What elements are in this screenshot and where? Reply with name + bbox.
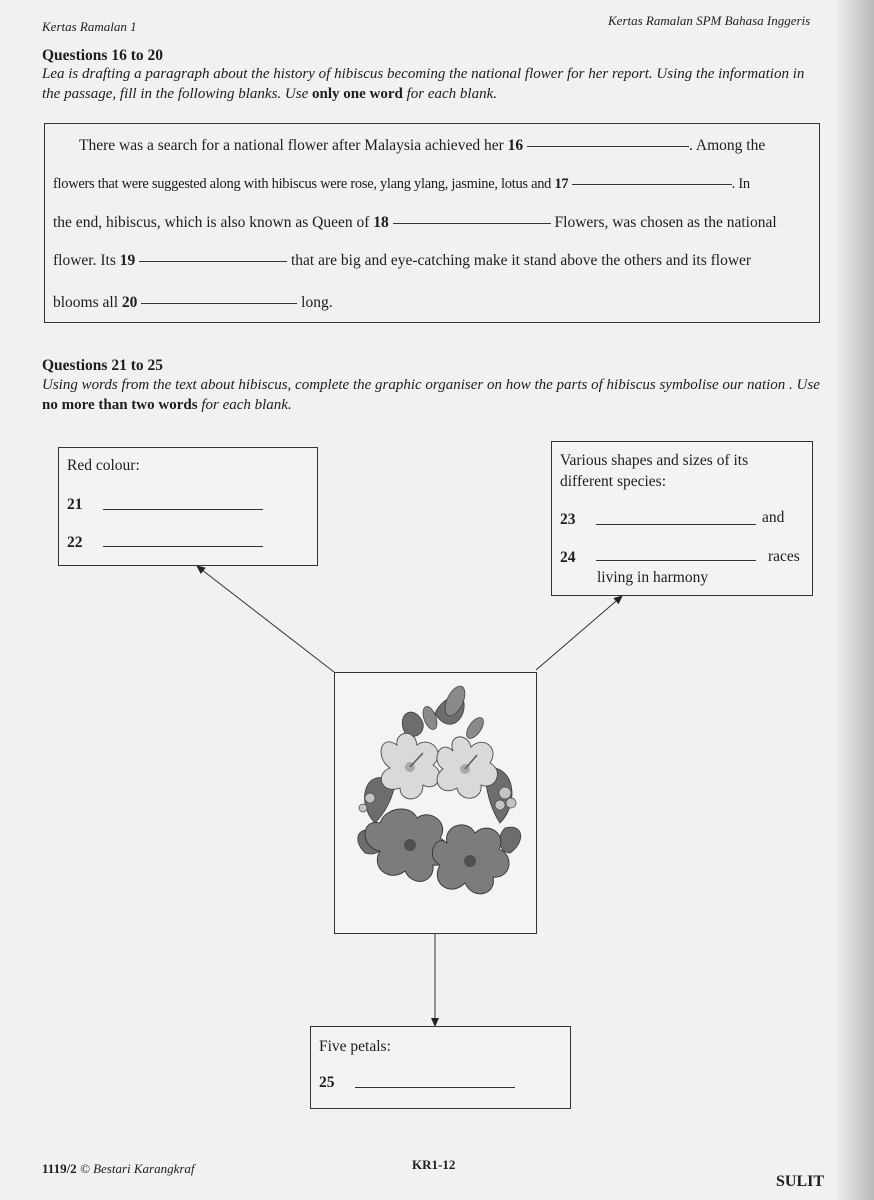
footer-left [42,1161,195,1177]
arrow-to-shapes-box [536,596,622,670]
paragraph-text: blooms all [53,294,119,311]
question-number-25: 25 [319,1074,335,1091]
five-petals-label: Five petals: [319,1038,391,1055]
paragraph-text: There was a search for a national flower after Malaysia achieved her [79,137,504,154]
header-right: Kertas Ramalan SPM Bahasa Inggeris [608,13,811,28]
shapes-sizes-box [551,441,813,596]
red-colour-box [58,447,318,566]
paragraph-text: Flowers, was chosen as the national [554,214,777,231]
question-number-22: 22 [67,534,83,551]
section1-instruction-text: Lea is drafting a paragraph about the history of hibiscus becoming the national flower for her report. Using the information in the passage, fill in the following blanks. Use [42,66,805,102]
five-petals-box [310,1026,571,1109]
arrow-to-red-box [197,566,334,672]
paragraph-text: long. [301,294,333,311]
hibiscus-illustration [335,673,536,933]
question-number-18: 18 [373,214,389,231]
shapes-label-line-1: Various shapes and sizes of its [560,452,749,469]
answer-blank-24[interactable] [596,560,756,561]
section1-title: Questions 16 to 20 [42,47,163,64]
section2-instruction-text: Using words from the text about hibiscus, complete the graphic organiser on how the parts of hibiscus symbolise our nation . Use [42,377,820,393]
answer-blank-23[interactable] [596,524,756,525]
question-number-24: 24 [560,549,576,566]
question-number-20: 20 [121,294,138,311]
shapes-harmony-text: living in harmony [597,569,709,586]
answer-blank-21[interactable] [103,509,263,510]
answer-blank-25[interactable] [355,1087,515,1088]
paragraph-text: flowers that were suggested along with hibiscus were rose, ylang ylang, jasmine, lotus and [53,176,552,192]
paragraph-text: the end, hibiscus, which is also known as Queen of [53,214,370,231]
paragraph-text: . In [731,176,750,192]
footer-sulit: SULIT [776,1173,825,1190]
footer-paper-code: 1119/2 [42,1161,77,1176]
header-left: Kertas Ramalan 1 [42,19,137,34]
section1-instruction-end: for each blank. [402,86,497,102]
section2-title: Questions 21 to 25 [42,357,163,374]
hibiscus-image-frame [334,672,537,934]
shapes-and-text: and [762,509,785,526]
section2-instruction-end: for each blank. [197,397,292,413]
shapes-races-text: races [768,548,800,565]
question-number-16: 16 [507,137,524,154]
question-number-23: 23 [560,511,576,528]
footer-publisher: © Bestari Karangkraf [79,1161,195,1176]
footer-page-code: KR1-12 [412,1157,456,1172]
question-number-19: 19 [119,252,136,269]
paragraph-text: . Among the [689,137,766,154]
question-number-21: 21 [67,496,83,513]
question-number-17: 17 [554,176,569,192]
section1-instruction-bold: only one word [312,86,403,102]
red-colour-label: Red colour: [67,457,140,474]
paragraph-text: that are big and eye-catching make it stand above the others and its flower [290,252,752,269]
paragraph-text: flower. Its [53,252,116,269]
shapes-label-line-2: different species: [560,473,667,490]
section2-instruction-bold: no more than two words [42,397,198,413]
answer-blank-22[interactable] [103,546,263,547]
